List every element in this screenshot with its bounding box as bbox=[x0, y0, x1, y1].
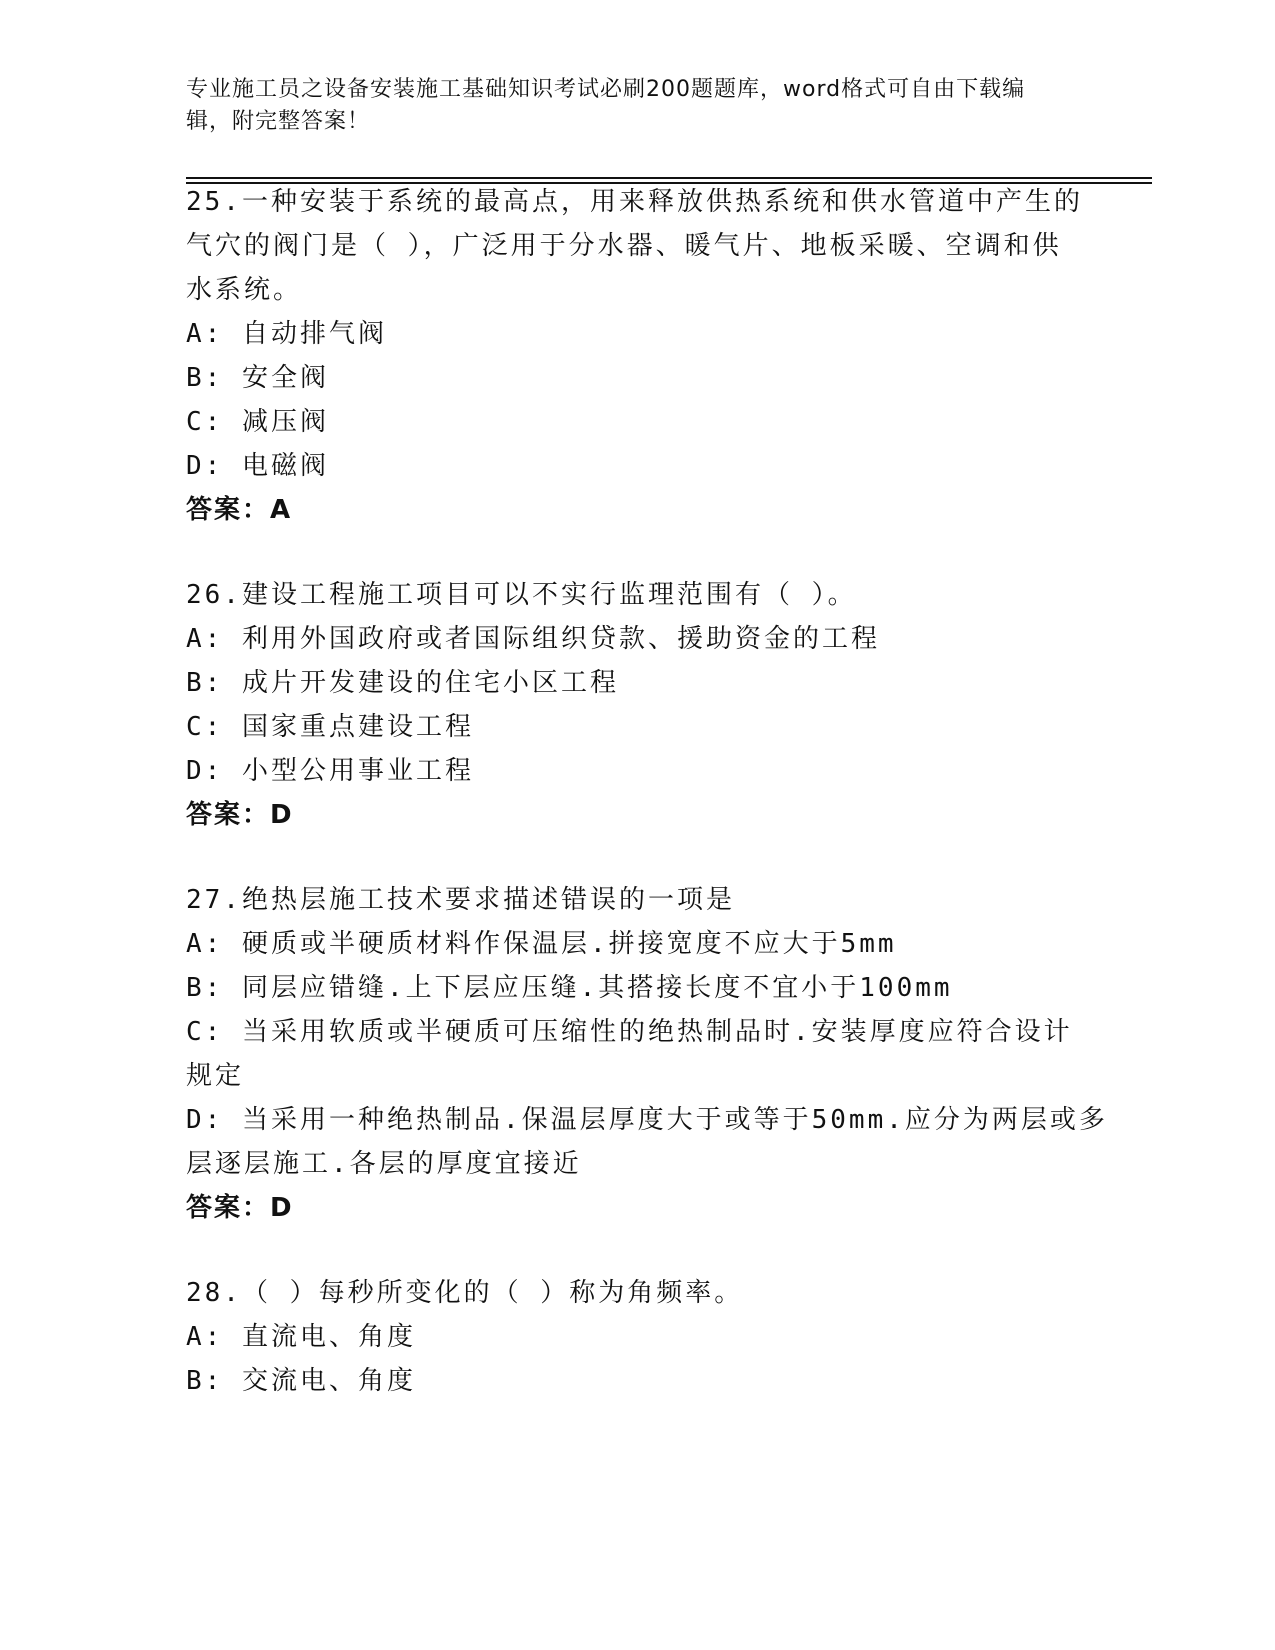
question-28-option-b: B: 交流电、角度 bbox=[186, 1366, 416, 1396]
question-25-stem-line-1: 25.一种安装于系统的最高点，用来释放供热系统和供水管道中产生的 bbox=[186, 187, 1083, 217]
question-26-option-c: C: 国家重点建设工程 bbox=[186, 712, 474, 742]
question-27-option-b: B: 同层应错缝.上下层应压缝.其搭接长度不宜小于100mm bbox=[186, 973, 953, 1003]
question-25-option-b: B: 安全阀 bbox=[186, 363, 329, 393]
question-25-stem-line-3: 水系统。 bbox=[186, 275, 303, 305]
question-27-option-c-line-2: 规定 bbox=[186, 1061, 245, 1091]
question-25-answer: 答案：A bbox=[186, 495, 293, 525]
question-27-option-a: A: 硬质或半硬质材料作保温层.拼接宽度不应大于5mm bbox=[186, 929, 897, 959]
question-27-option-d-line-2: 层逐层施工.各层的厚度宜接近 bbox=[186, 1149, 582, 1179]
question-25-option-a: A: 自动排气阀 bbox=[186, 319, 387, 349]
question-25-option-d: D: 电磁阀 bbox=[186, 451, 329, 481]
question-27-option-c-line-1: C: 当采用软质或半硬质可压缩性的绝热制品时.安装厚度应符合设计 bbox=[186, 1017, 1073, 1047]
document-header: 专业施工员之设备安装施工基础知识考试必刷200题题库，word格式可自由下载编辑，附完整答案！ bbox=[186, 77, 1026, 134]
question-26-option-a: A: 利用外国政府或者国际组织贷款、援助资金的工程 bbox=[186, 624, 880, 654]
question-26-option-b: B: 成片开发建设的住宅小区工程 bbox=[186, 668, 619, 698]
question-25-stem-line-2: 气穴的阀门是（ ），广泛用于分水器、暖气片、地板采暖、空调和供 bbox=[186, 231, 1062, 261]
header-divider-top bbox=[186, 177, 1152, 179]
question-28-stem-line-1: 28.（ ）每秒所变化的（ ）称为角频率。 bbox=[186, 1278, 744, 1308]
question-26-answer: 答案：D bbox=[186, 800, 294, 830]
header-divider-bottom bbox=[186, 182, 1152, 184]
question-25-option-c: C: 减压阀 bbox=[186, 407, 329, 437]
question-26-stem-line-1: 26.建设工程施工项目可以不实行监理范围有（ ）。 bbox=[186, 580, 857, 610]
question-27-answer: 答案：D bbox=[186, 1193, 294, 1223]
question-28-option-a: A: 直流电、角度 bbox=[186, 1322, 416, 1352]
question-27-stem-line-1: 27.绝热层施工技术要求描述错误的一项是 bbox=[186, 885, 735, 915]
question-26-option-d: D: 小型公用事业工程 bbox=[186, 756, 474, 786]
question-27-option-d-line-1: D: 当采用一种绝热制品.保温层厚度大于或等于50mm.应分为两层或多 bbox=[186, 1105, 1108, 1135]
